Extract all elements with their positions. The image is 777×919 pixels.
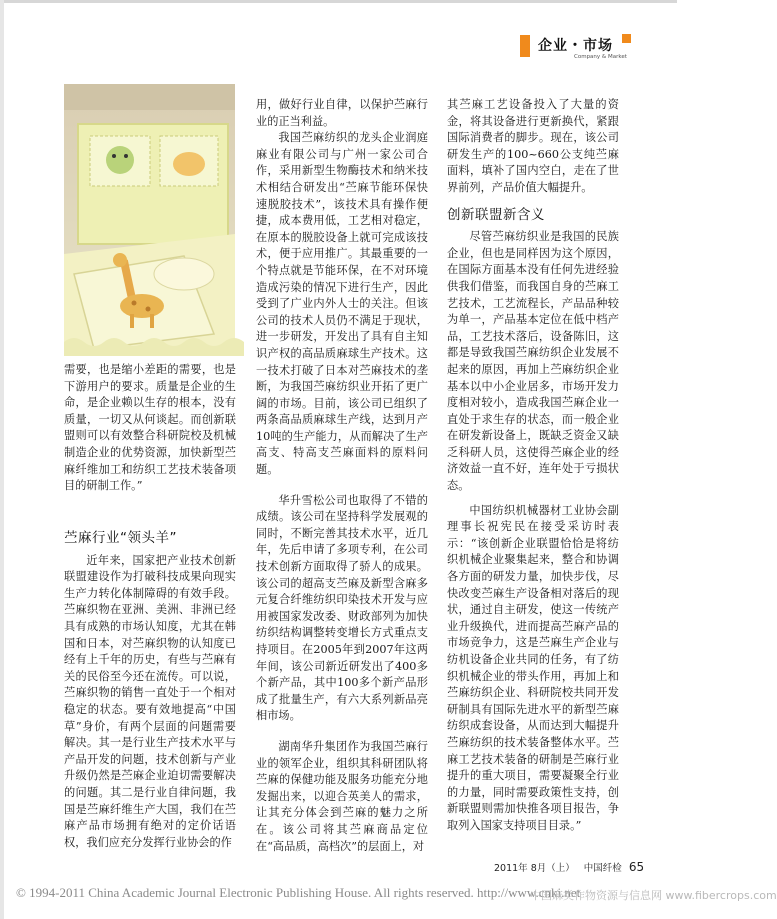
section-title: 企业・市场 xyxy=(538,38,613,54)
paragraph: 尽管苎麻纺织业是我国的民族企业，但也是同样因为这个原因，在国际方面基本没有任何先进经验供我们借鉴，而我国自身的苎麻工艺技术，工艺流程长，产品品种较为单一，产品基本定位在低中档产品，工艺技术落后，设备陈旧，这都是导致我国苎麻纺织企业发展不起来的原因，再加上苎麻纺织企业基本以中小企业居多，市场开发力度相对较小，造成我国苎麻企业一直处于求生存的状态，而一般企业在研发新设备上，既缺乏资金又缺乏科研人员，这使得苎麻企业的经济效益一直不好，连年处于亏损状态。 xyxy=(447,230,619,493)
page-edge-top xyxy=(0,0,677,3)
subheading-leader: 苎麻行业“领头羊” xyxy=(64,530,177,546)
column-2 xyxy=(256,97,428,855)
page-number: 65 xyxy=(628,860,645,874)
issue-date: 2011年 8月（上） xyxy=(494,863,575,874)
section-subtitle: Company & Market xyxy=(574,54,627,60)
section-accent-square xyxy=(622,34,631,43)
paragraph: 湖南华升集团作为我国苎麻行业的领军企业，组织其科研团队将苎麻的保健功能及服务功能充分地发掘出来，以迎合英美人的需求，让其充分体会到苎麻的魅力之所在。该公司将其苎麻商品定位在“高品质，高档次”的层面上，对 xyxy=(256,739,428,853)
section-header xyxy=(520,32,650,62)
paragraph: 用，做好行业自律，以保护苎麻行业的正当利益。 xyxy=(256,98,428,128)
page-footer xyxy=(494,860,644,874)
paragraph: 我国苎麻纺织的龙头企业润庭麻业有限公司与广州一家公司合作，采用新型生物酶技术和纳米技术相结合研发出“苎麻节能环保快速脱胶技术”，该技术具有操作便捷，成本费用低，工艺相对稳定，在原本的脱胶设备上就可完成该技术，便于应用推广。其最重要的一个特点就是节能环保，在不对环境造成污染的情况下进行生产，因此受到了广业内外人士的关注。但该公司的技术人员仍不满足于现状，进一步研发，开发出了具有自主知识产权的高品质麻球生产技术。这一技术打破了日本对苎麻技术的垄断，为我国苎麻纺织业开拓了更广阔的市场。目前，该公司已组织了两条高品质麻球生产线，达到月产10吨的生产能力，从而解决了生产高支、特高支苎麻面料的原料问题。 xyxy=(256,131,428,477)
paragraph: 华升雪松公司也取得了不错的成绩。该公司在坚持科学发展观的同时，不断完善其技术水平，近几年，先后申请了多项专利，在公司技术创新方面取得了骄人的成果。该公司的超高支苎麻及新型含麻多元复合纤维纺织印染技术开发与应用被国家发改委、财政部列为加快纺织结构调整转变增长方式重点支持项目。在2005年到2007年这两年间，该公司新近研发出了400多个新产品，其中100多个新产品形成了批量生产，有六大系列新品亮相市场。 xyxy=(256,493,428,723)
column-1-bottom xyxy=(64,520,236,851)
subheading-alliance: 创新联盟新含义 xyxy=(447,206,545,223)
watermark: 中国麻类作物资源与信息网 www.fibercrops.com xyxy=(530,889,777,902)
journal-name: 中国纤检 xyxy=(583,863,622,874)
paragraph: 其苎麻工艺设备投入了大量的资金，将其设备进行更新换代，紧跟国际消费者的脚步。现在，该公司研发生产的100~660公支纯苎麻面料，填补了国内空白，走在了世界前列，产品价值大幅提升。 xyxy=(447,98,619,194)
copyright-line: © 1994-2011 China Academic Journal Electronic Publishing House. All rights reserved. http://www.cnki.net xyxy=(16,885,581,900)
section-accent-bar xyxy=(520,35,530,57)
paragraph: 中国纺织机械器材工业协会副理事长祝宪民在接受采访时表示：“该创新企业联盟恰恰是将纺织机械企业聚集起来，整合和协调各方面的研发力量，加快步伐，尽快改变苎麻生产设备相对落后的现状，通过自主研发，使这一传统产业升级换代，进而提高苎麻产品的市场竞争力，这是苎麻生产企业与纺机设备企业共同的任务，有了纺织机械企业的带头作用，再加上和苎麻纺织企业、科研院校共同开发研制具有国际先进水平的新型苎麻纺织成套设备，从而达到大幅提升苎麻纺织的技术装备整体水平。苎麻工艺技术装备的研制是苎麻行业提升的重大项目，需要凝聚全行业的力量，同时需要政策性支持，创新联盟则需加快推各项目报告，争取列入国家支持项目目录。” xyxy=(447,503,619,832)
crib-bedding-photo xyxy=(64,84,235,356)
paragraph: 需要，也是缩小差距的需要，也是下游用户的要求。质量是企业的生命，是企业赖以生存的根本，没有质量，一切又从何谈起。而创新联盟则可以有效整合科研院校及机械制造企业的优势资源，加快新型苎麻纤维加工和纺织工艺技术装备项目的研制工作。” xyxy=(64,363,236,493)
column-1-top xyxy=(64,362,236,495)
column-3 xyxy=(447,97,619,835)
page-edge-left xyxy=(0,0,4,919)
paragraph: 近年来，国家把产业技术创新联盟建设作为打破科技成果向现实生产力转化体制障碍的有效手段。苎麻织物在亚洲、美洲、非洲已经具有成熟的市场认知度，尤其在韩国和日本，对苎麻织物的认知度已经有上千年的历史，有些与苎麻有关的民俗至今还在流传。可以说，苎麻织物的销售一直处于一个相对稳定的状态。要有效地提高“中国草”身价，有两个层面的问题需要解决。其一是行业生产技术水平与产品开发的问题，技术创新与产业升级仍然是苎麻企业迫切需要解决的问题。其二是行业自律问题，我国是苎麻纤维生产大国，我们在苎麻产品市场拥有绝对的定价话语权，我们应充分发挥行业协会的作 xyxy=(64,553,236,849)
